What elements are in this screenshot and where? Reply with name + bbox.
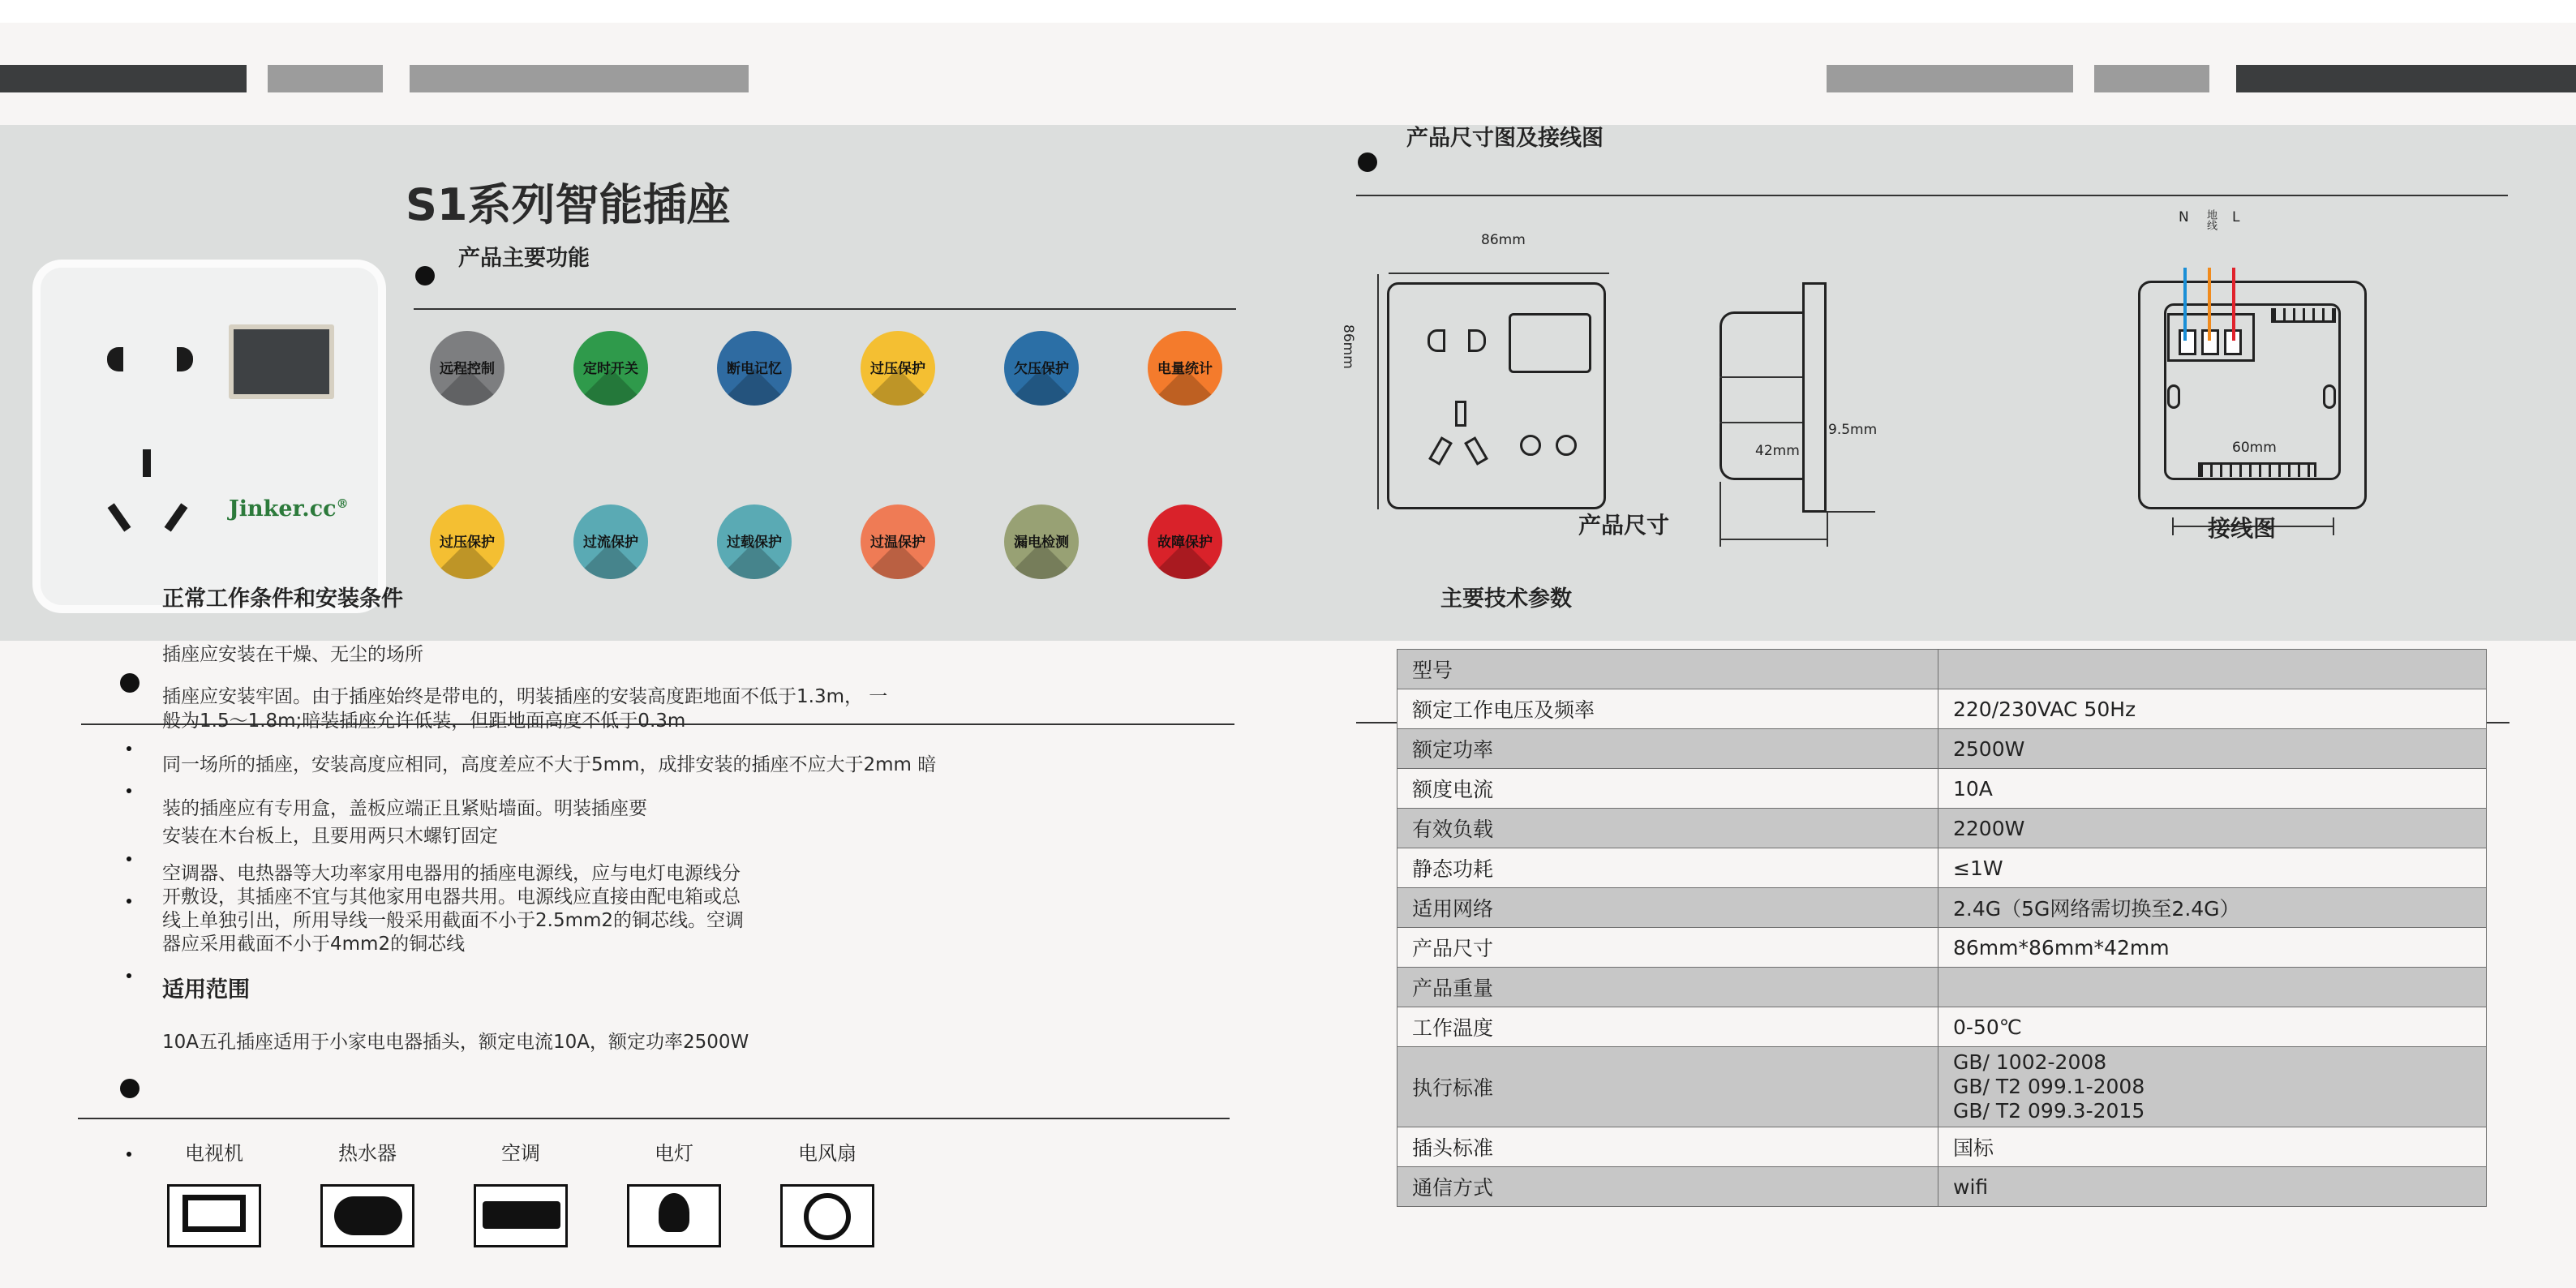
spec-row (1397, 928, 2487, 968)
spec-value-line: GB/ 1002-2008 (1953, 1050, 2107, 1074)
socket-hole-left (107, 347, 123, 371)
condition-line: 空调器、电热器等大功率家用电器用的插座电源线，应与电灯电源线分 (162, 863, 741, 884)
bullet-small (127, 788, 131, 793)
spec-row (1397, 809, 2487, 848)
tv-icon (167, 1184, 261, 1247)
scope-text: 10A五孔插座适用于小家电电器插头，额定电流10A，额定功率2500W (162, 1032, 749, 1053)
features-heading: 产品主要功能 (458, 246, 590, 271)
fan-icon (780, 1184, 874, 1247)
socket-product-image (41, 268, 378, 605)
spec-value: ≤1W (1938, 848, 2487, 888)
wiring-caption: 接线图 (2208, 515, 2277, 542)
appliance-glyph (659, 1193, 689, 1232)
wire-live (2232, 268, 2235, 341)
spec-row (1397, 1167, 2487, 1207)
front-view-hole (1468, 329, 1486, 352)
depth-dimension-line (1827, 513, 1828, 547)
front-view-button (1556, 435, 1577, 456)
feature-label: 过温保护 (870, 535, 925, 551)
wiring-vents-top (2271, 308, 2336, 323)
spec-key: 额定功率 (1397, 729, 1938, 769)
appliance-label: 电风扇 (798, 1142, 857, 1165)
feature-icon (717, 331, 792, 406)
appliance-glyph (334, 1196, 402, 1235)
height-dimension-line (1377, 274, 1379, 509)
condition-line: 插座应安装牢固。由于插座始终是带电的，明装插座的安装高度距地面不低于1.3m， 一 (162, 686, 888, 707)
bullet-small (127, 899, 131, 904)
front-view-screen (1509, 313, 1591, 373)
feature-label: 定时开关 (583, 361, 638, 377)
conditions-heading: 正常工作条件和安装条件 (162, 586, 403, 612)
spec-value: 86mm*86mm*42mm (1938, 928, 2487, 968)
dimensions-heading: 产品尺寸图及接线图 (1406, 126, 1604, 151)
appliance-label: 空调 (501, 1142, 540, 1165)
front-view-hole (1455, 401, 1466, 427)
spec-value: 2.4G（5G网络需切换至2.4G） (1938, 888, 2487, 928)
header-bar-dark-right (2236, 65, 2576, 92)
scope-divider (78, 1118, 1230, 1119)
feature-label: 故障保护 (1157, 535, 1213, 551)
condition-line: 线上单独引出，所用导线一般采用截面不小于2.5mm2的铜芯线。空调 (162, 910, 745, 931)
spec-key: 额定工作电压及频率 (1397, 689, 1938, 729)
front-view-hole (1428, 329, 1445, 352)
bullet-small (127, 746, 131, 751)
spec-key: 静态功耗 (1397, 848, 1938, 888)
spec-value: 220/230VAC 50Hz (1938, 689, 2487, 729)
spec-key: 产品重量 (1397, 968, 1938, 1007)
feature-icon (861, 504, 935, 579)
spec-value: 2500W (1938, 729, 2487, 769)
bullet-dot (415, 266, 435, 286)
page-title: S1系列智能插座 (406, 179, 731, 230)
feature-icon (1148, 504, 1222, 579)
feature-icon (573, 331, 648, 406)
feature-icon (1004, 504, 1079, 579)
air-conditioner-icon (474, 1184, 568, 1247)
mounting-hole-left (2167, 384, 2180, 409)
spec-key: 额度电流 (1397, 769, 1938, 809)
terminal-label-earth: 地线 (2205, 209, 2217, 230)
condition-line: 般为1.5～1.8m;暗装插座允许低装，但距地面高度不低于0.3m (162, 711, 686, 732)
appliance-label: 电灯 (655, 1142, 693, 1165)
spec-value-line: GB/ T2 099.1-2008 (1953, 1075, 2145, 1098)
spec-value (1938, 650, 2487, 689)
header-bar-mid-right (2094, 65, 2209, 92)
condition-line: 器应采用截面不小于4mm2的铜芯线 (162, 934, 466, 955)
dimensions-divider (1356, 195, 2508, 196)
side-view-plate (1802, 282, 1827, 513)
bullet-small (127, 973, 131, 978)
feature-label: 断电记忆 (727, 361, 782, 377)
spec-value: 2200W (1938, 809, 2487, 848)
depth-dimension-line (1719, 482, 1721, 547)
spec-value (1938, 1047, 2487, 1127)
spec-value-line: GB/ T2 099.3-2015 (1953, 1099, 2145, 1123)
spec-value: 国标 (1938, 1127, 2487, 1167)
spec-key: 适用网络 (1397, 888, 1938, 928)
spec-row (1397, 689, 2487, 729)
depth-dimension-label: 42mm (1755, 443, 1800, 459)
feature-icon (573, 504, 648, 579)
side-view-line (1719, 422, 1802, 423)
mounting-hole-right (2323, 384, 2336, 409)
spec-row (1397, 729, 2487, 769)
height-dimension-label: 86mm (1340, 324, 1356, 369)
condition-line: 插座应安装在干燥、无尘的场所 (162, 644, 423, 665)
top-margin (0, 0, 2576, 23)
size-caption: 产品尺寸 (1578, 512, 1670, 539)
feature-label: 电量统计 (1157, 361, 1213, 377)
appliance-glyph (483, 1201, 560, 1229)
bullet-small (127, 857, 131, 861)
feature-icon (430, 504, 504, 579)
width-dimension-line (1389, 273, 1609, 274)
bullet-dot (120, 673, 140, 693)
header-bar-light-right (1827, 65, 2073, 92)
specs-table (1397, 649, 2487, 1207)
spec-row (1397, 1007, 2487, 1047)
header-bar-mid-left (268, 65, 383, 92)
feature-label: 漏电检测 (1014, 535, 1069, 551)
appliance-label: 电视机 (185, 1142, 243, 1165)
feature-label: 过压保护 (870, 361, 925, 377)
depth-dimension-line (1719, 539, 1828, 540)
bullet-small (127, 1152, 131, 1157)
feature-label: 过压保护 (440, 535, 495, 551)
water-heater-icon (320, 1184, 414, 1247)
wire-neutral (2183, 268, 2187, 341)
socket-hole-earth (143, 449, 151, 477)
spec-key: 型号 (1397, 650, 1938, 689)
spec-row (1397, 1127, 2487, 1167)
wiring-vents-bottom (2198, 462, 2316, 477)
box-dimension-label: 60mm (2232, 440, 2277, 456)
feature-label: 欠压保护 (1014, 361, 1069, 377)
specs-heading: 主要技术参数 (1440, 586, 1572, 612)
bullet-dot (1358, 152, 1377, 172)
spec-key: 有效负载 (1397, 809, 1938, 848)
spec-row (1397, 769, 2487, 809)
front-view-button (1520, 435, 1541, 456)
specs-divider-right (2487, 722, 2509, 723)
spec-row (1397, 650, 2487, 689)
bullet-dot (120, 1079, 140, 1098)
spec-key: 工作温度 (1397, 1007, 1938, 1047)
header-bar-light-left (410, 65, 749, 92)
terminal-label-l: L (2232, 209, 2240, 225)
specs-divider-left (1356, 722, 1397, 723)
spec-value: 0-50℃ (1938, 1007, 2487, 1047)
feature-icon (1148, 331, 1222, 406)
thickness-dimension-label: 9.5mm (1828, 422, 1878, 438)
appliance-label: 热水器 (338, 1142, 397, 1165)
socket-display-screen (229, 324, 334, 399)
brand-logo: Jinker.cc® (229, 496, 349, 522)
spec-row (1397, 848, 2487, 888)
feature-label: 过载保护 (727, 535, 782, 551)
spec-key: 插头标准 (1397, 1127, 1938, 1167)
appliance-glyph (804, 1193, 851, 1240)
feature-icon (430, 331, 504, 406)
condition-line: 同一场所的插座，安装高度应相同，高度差应不大于5mm，成排安装的插座不应大于2mm 暗 (162, 754, 937, 775)
terminal-n (2179, 329, 2196, 355)
feature-icon (717, 504, 792, 579)
header-bar-dark-left (0, 65, 247, 92)
condition-line: 装的插座应有专用盒，盖板应端正且紧贴墙面。明装插座要 (162, 798, 647, 819)
features-divider (414, 308, 1236, 310)
spec-key: 通信方式 (1397, 1167, 1938, 1207)
feature-label: 过流保护 (583, 535, 638, 551)
spec-row (1397, 1047, 2487, 1127)
scope-heading: 适用范围 (162, 977, 250, 1002)
spec-value: wifi (1938, 1167, 2487, 1207)
thickness-dimension-line (1827, 511, 1875, 513)
terminal-label-n: N (2179, 209, 2189, 225)
condition-line: 安装在木台板上，且要用两只木螺钉固定 (162, 826, 498, 847)
spec-value: 10A (1938, 769, 2487, 809)
spec-row (1397, 968, 2487, 1007)
spec-value (1938, 968, 2487, 1007)
appliance-glyph (182, 1195, 246, 1232)
feature-icon (861, 331, 935, 406)
feature-icon (1004, 331, 1079, 406)
spec-key: 产品尺寸 (1397, 928, 1938, 968)
width-dimension-label: 86mm (1481, 232, 1526, 248)
condition-line: 开敷设，其插座不宜与其他家用电器共用。电源线应直接由配电箱或总 (162, 887, 741, 908)
spec-row (1397, 888, 2487, 928)
wire-earth (2208, 268, 2211, 341)
feature-label: 远程控制 (440, 361, 495, 377)
side-view-line (1719, 376, 1802, 378)
spec-key: 执行标准 (1397, 1047, 1938, 1127)
lightbulb-icon (627, 1184, 721, 1247)
